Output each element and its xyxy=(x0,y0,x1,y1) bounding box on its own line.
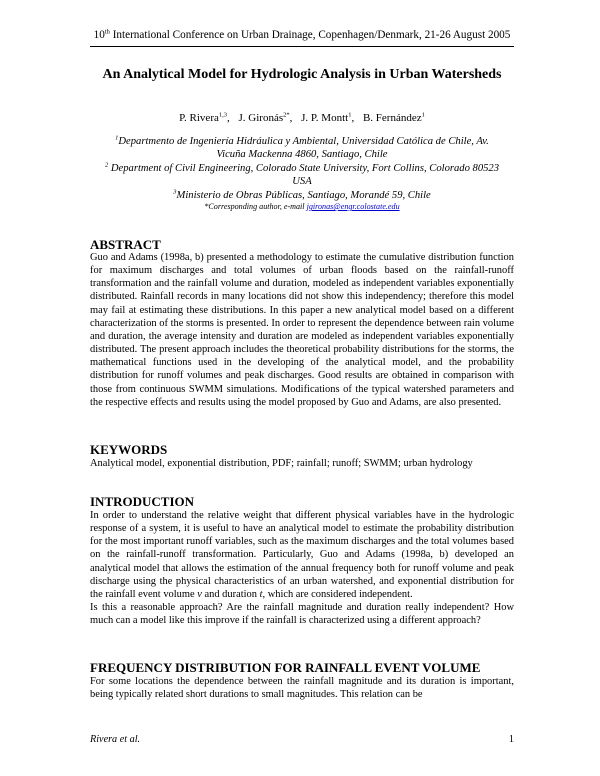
keywords-heading: KEYWORDS xyxy=(90,442,168,457)
corresponding-author: *Corresponding author, e-mail jgironas@engr.colostate.edu xyxy=(204,202,400,212)
abstract-text: Guo and Adams (1998a, b) presented a methodology to estimate the cumulative distribution function for maximum discharges and total volumes of urban floods based on the rainfall-runoff transformation and the rainfall volume and duration, modeled as independent variables exponentially distributed. Rainfall records in many locations did not show this independency; therefore this model may fail at estimating these distributions. In this paper a new analytical model based on a different characterization of the storms is presented. In order to represent the dependence between rain volume and duration, the average intensity and duration are modeled as independent variables exponentially distributed. The present approach includes the theoretical probability distributions for the storms, the mathematical functions used in the developing of the analytical model, and the probability distribution for runoff volumes and peak discharges. Good results are obtained in comparison with those from continuous SWMM simulations. Modifications of the typical watershed parameters and the respective effects and results using the model proposed by Guo and Adams, are also presented. xyxy=(90,252,514,408)
conference-header xyxy=(90,28,514,42)
author-list: P. Rivera$^{1,3}$, J. Gironás$^{2*}$, J. P. Montt$^1$, B. Fernández$^1$ xyxy=(179,111,425,124)
affiliation-2-cont: USA xyxy=(292,176,312,188)
conference-ordinal: th xyxy=(104,28,110,36)
author: J. P. Montt$^1$ xyxy=(301,111,352,124)
affiliation-3: $^3$Ministerio de Obras Públicas, Santiago, Morandé 59, Chile xyxy=(173,188,431,201)
author: B. Fernández$^1$ xyxy=(362,111,425,124)
conference-number: 10 xyxy=(93,29,105,41)
keywords-text: Analytical model, exponential distribution, PDF; rainfall; runoff; SWMM; urban hydrology xyxy=(90,458,473,469)
affiliation-2: $^2$ Department of Civil Engineering, Colorado State University, Fort Collins, Colorado 80523 xyxy=(104,161,500,174)
author: J. Gironás$^{2*}$ xyxy=(238,111,290,124)
abstract-heading: ABSTRACT xyxy=(90,237,161,252)
affiliation-1: $^1$Departmento de Ingeniería Hidráulica y Ambiental, Universidad Católica de Chile, Av. xyxy=(115,134,489,147)
introduction-heading: INTRODUCTION xyxy=(90,494,195,509)
affiliation-1-cont: Vicuña Mackenna 4860, Santiago, Chile xyxy=(216,149,388,161)
email-link[interactable]: jgironas@engr.colostate.edu xyxy=(306,202,400,212)
introduction-paragraph-2: Is this a reasonable approach? Are the rainfall magnitude and duration really independent? How much can a model like this improve if the rainfall is characterized using a different approach? xyxy=(90,602,514,627)
conference-details: International Conference on Urban Drainage, Copenhagen/Denmark, 21-26 August 2005 xyxy=(109,29,511,41)
page-number: 1 xyxy=(508,734,514,745)
author: P. Rivera$^{1,3}$ xyxy=(179,111,227,124)
footer-author: Rivera et al. xyxy=(90,734,141,745)
header-rule xyxy=(90,46,514,47)
frequency-text: For some locations the dependence between the rainfall magnitude and its duration is important, being typically related short durations to small magnitudes. This relation can be xyxy=(90,676,514,701)
introduction-text xyxy=(90,509,514,627)
affiliations xyxy=(90,135,514,212)
frequency-heading: FREQUENCY DISTRIBUTION FOR RAINFALL EVENT VOLUME xyxy=(90,660,481,675)
paper-title: An Analytical Model for Hydrologic Analysis in Urban Watersheds xyxy=(102,67,502,82)
introduction-paragraph-1: In order to understand the relative weight that different physical variables have in the hydrologic response of a system, it is useful to have an analytical model to estimate the probability distribution for the most important runoff variables, such as the maximum discharges and the total volumes based on the rainfall-runoff transformation. Particularly, Guo and Adams (1998a, b) developed an analytical model that allows the estimation of the annual frequency both for runoff volume and peak discharge using the physical characteristics of an urban watershed, and exponential distribution for the rainfall event volume v and duration t, which are considered independent. xyxy=(90,510,514,600)
